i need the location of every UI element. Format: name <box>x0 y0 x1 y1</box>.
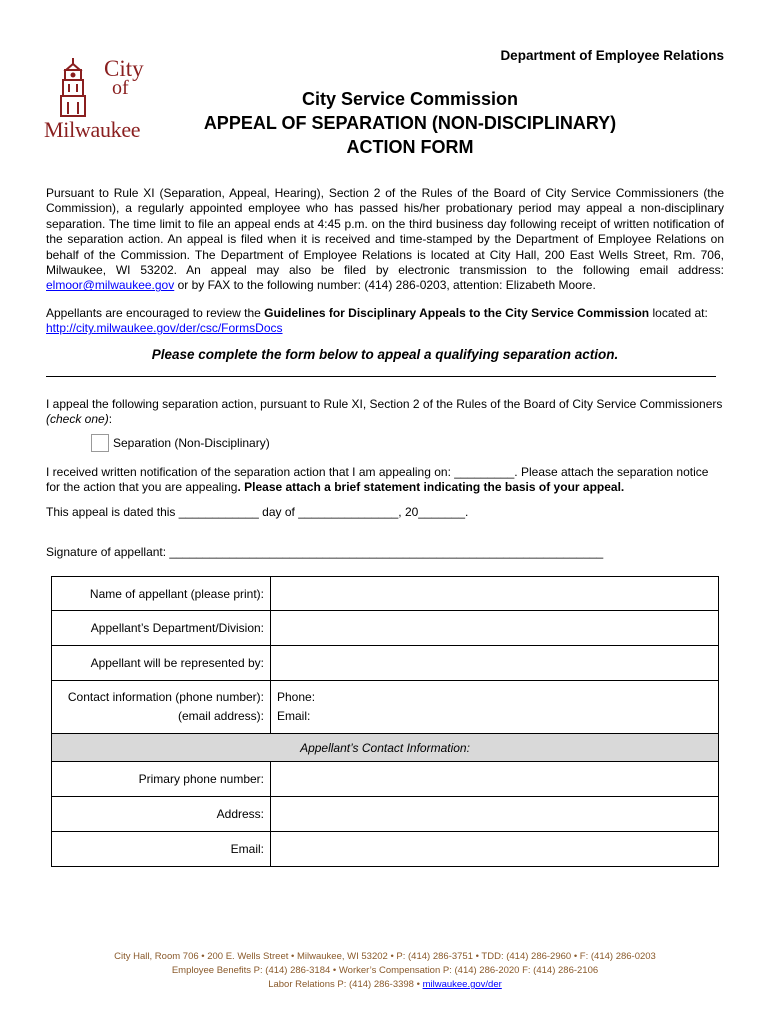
department-label: Appellant’s Department/Division: <box>52 611 271 646</box>
title-line-2: APPEAL OF SEPARATION (NON-DISCIPLINARY) <box>203 113 617 133</box>
footer-line-3-text: Labor Relations P: (414) 286-3398 • <box>268 979 423 990</box>
name-field[interactable] <box>271 577 719 611</box>
table-row <box>52 646 719 681</box>
footer-line-1: City Hall, Room 706 • 200 E. Wells Street • Milwaukee, WI 53202 • P: (414) 286-3751 • TDD: (414) 286-2960 • F: (414) 286-0203 <box>114 951 656 962</box>
logo-city-text: City <box>104 56 144 81</box>
signature-line[interactable]: Signature of appellant: _________________________________________________________________ <box>46 545 604 559</box>
footer-line-3 <box>0 978 770 992</box>
divider-line <box>46 376 716 377</box>
guidelines-mid: located at: <box>649 306 708 320</box>
address-label: Address: <box>52 797 271 832</box>
department-field[interactable] <box>271 611 719 646</box>
email-field-label: Email: <box>277 709 311 723</box>
form-title <box>160 87 660 159</box>
table-row <box>52 734 719 762</box>
appeal-colon: : <box>108 412 113 427</box>
phone-field-label: Phone: <box>277 690 316 704</box>
contact-section-header: Appellant’s Contact Information: <box>52 734 719 762</box>
table-row <box>52 832 719 867</box>
email-link[interactable]: elmoor@milwaukee.gov <box>46 278 175 293</box>
intro-paragraph <box>46 186 724 294</box>
table-row <box>52 762 719 797</box>
separation-checkbox[interactable] <box>91 434 109 452</box>
contact-field[interactable] <box>271 681 719 734</box>
table-row <box>52 611 719 646</box>
address-field[interactable] <box>271 797 719 832</box>
logo-milwaukee-text: Milwaukee <box>44 117 141 142</box>
footer <box>0 950 770 992</box>
check-one-text: (check one) <box>46 412 109 427</box>
city-of-milwaukee-logo <box>44 56 159 146</box>
intro-text-after: or by FAX to the following number: (414) 286-0203, attention: Elizabeth Moore. <box>174 278 596 293</box>
separation-option-label: Separation (Non-Disciplinary) <box>113 436 270 450</box>
city-hall-tower-icon <box>44 56 102 118</box>
attach-statement-text: . Please attach a brief statement indicating the basis of your appeal. <box>237 480 625 495</box>
appeal-text: I appeal the following separation action, pursuant to Rule XI, Section 2 of the Rules of the Board of City Service Commissioners <box>46 397 723 411</box>
contact-label <box>52 681 271 734</box>
notification-statement <box>46 465 724 496</box>
guidelines-title: Guidelines for Disciplinary Appeals to the City Service Commission <box>264 306 650 320</box>
guidelines-pre: Appellants are encouraged to review the <box>46 306 265 320</box>
guidelines-paragraph <box>46 306 724 337</box>
title-line-1: City Service Commission <box>301 89 519 109</box>
primary-phone-field[interactable] <box>271 762 719 797</box>
appeal-statement <box>46 397 724 428</box>
logo-of-text: of <box>112 77 129 99</box>
notification-text: I received written notification of the separation action that I am appealing on: _________. Please attach the separation notice for the action that you are appealing <box>46 465 709 495</box>
dated-line[interactable]: This appeal is dated this ____________ day of _______________, 20_______. <box>46 505 469 519</box>
contact-email-label: (email address): <box>177 709 264 723</box>
forms-docs-link[interactable]: http://city.milwaukee.gov/der/csc/FormsDocs <box>46 321 283 336</box>
email-label: Email: <box>52 832 271 867</box>
intro-text: Pursuant to Rule XI (Separation, Appeal, Hearing), Section 2 of the Rules of the Board of City Service Commissioners (the Commission), a regularly appointed employee who has passed his/her probationary period may appeal a non-disciplinary separation. The time limit to file an appeal ends at 4:45 p.m. on the third business day following receipt of written notification of the separation action. An appeal is filed when it is received and time-stamped by the Department of Employee Relations on behalf of the Commission. The Department of Employee Relations is located at City Hall, 200 East Wells Street, Rm. 706, Milwaukee, WI 53202. An appeal may also be filed by electronic transmission to the following email address: <box>46 186 724 278</box>
footer-link[interactable]: milwaukee.gov/der <box>422 979 502 990</box>
representative-label: Appellant will be represented by: <box>52 646 271 681</box>
table-row <box>52 681 719 734</box>
email-field[interactable] <box>271 832 719 867</box>
table-row <box>52 797 719 832</box>
name-label: Name of appellant (please print): <box>52 577 271 611</box>
department-header: Department of Employee Relations <box>500 48 724 63</box>
contact-phone-label: Contact information (phone number): <box>67 690 264 704</box>
primary-phone-label: Primary phone number: <box>52 762 271 797</box>
appellant-info-table <box>51 576 719 867</box>
footer-line-2: Employee Benefits P: (414) 286-3184 • Worker’s Compensation P: (414) 286-2020 F: (414) 286-2106 <box>171 965 599 976</box>
representative-field[interactable] <box>271 646 719 681</box>
instruction-text: Please complete the form below to appeal a qualifying separation action. <box>151 347 619 362</box>
table-row <box>52 577 719 611</box>
title-line-3: ACTION FORM <box>346 137 474 157</box>
